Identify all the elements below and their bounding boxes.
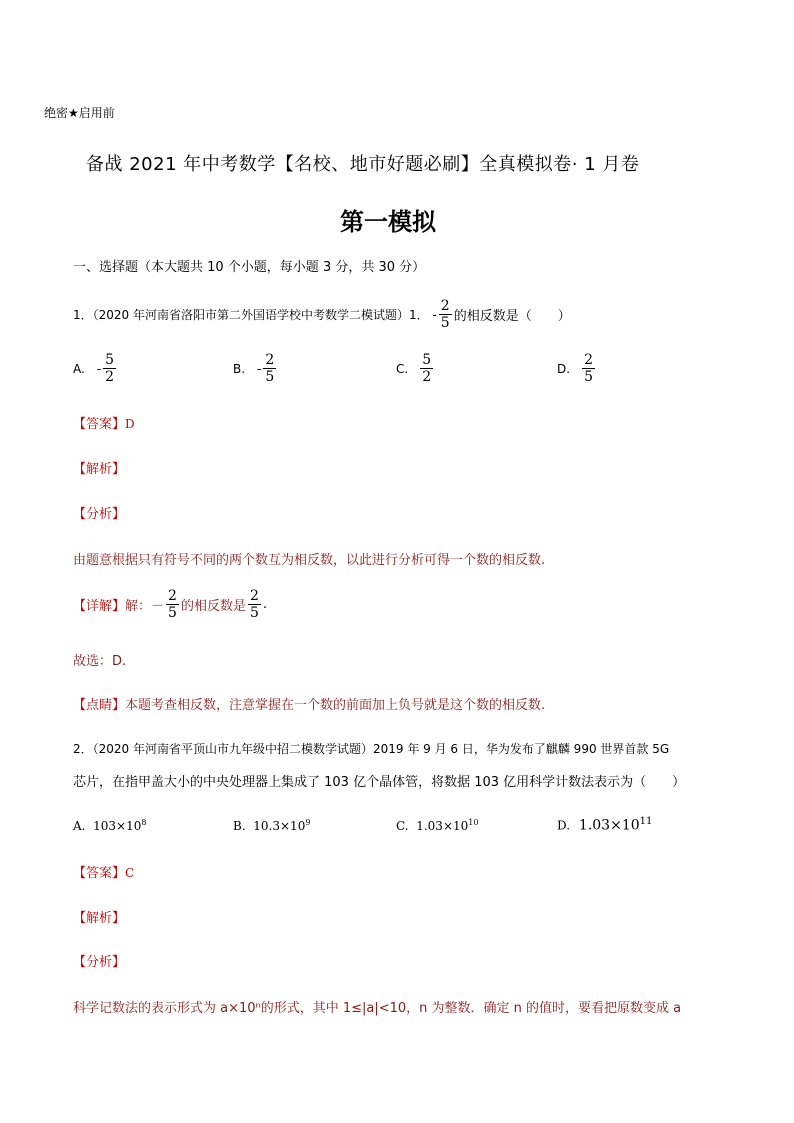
detail-end: . xyxy=(262,597,268,612)
question-2-option-a xyxy=(73,818,146,833)
option-base: 1.03×10 xyxy=(416,819,469,833)
detail-tag: 【详解】 xyxy=(73,599,126,614)
document-subtitle: 第一模拟 xyxy=(340,208,436,236)
detail-numerator-1: 2 xyxy=(168,588,177,604)
question-1-fenxi-text: 由题意根据只有符号不同的两个数互为相反数，以此进行分析可得一个数的相反数. xyxy=(73,553,546,568)
option-numerator: 5 xyxy=(422,352,432,368)
option-numerator: 5 xyxy=(105,352,115,368)
question-2-analysis-tag: 【解析】 xyxy=(73,911,126,926)
fraction-numerator: 2 xyxy=(440,298,450,314)
question-2-answer xyxy=(73,862,134,881)
question-1-suffix: 的相反数是（ ） xyxy=(453,309,571,324)
secret-label: 绝密★启用前 xyxy=(44,106,115,120)
detail-numerator-2: 2 xyxy=(249,588,259,604)
option-exponent: 8 xyxy=(141,818,147,827)
option-label: C. xyxy=(396,361,409,376)
question-1-fraction xyxy=(439,298,452,331)
review-tag: 【点睛】 xyxy=(73,698,126,713)
option-base: 1.03×10 xyxy=(578,817,640,834)
review-text: 本题考查相反数，注意掌握在一个数的前面加上负号就是这个数的相反数. xyxy=(125,698,546,713)
option-label: D. xyxy=(557,818,571,833)
option-sign: - xyxy=(96,361,102,376)
option-numerator: 2 xyxy=(265,352,275,368)
question-1-detail xyxy=(73,588,267,621)
option-exponent: 11 xyxy=(639,816,653,827)
question-1-prefix: 1．（2020 年河南省洛阳市第二外国语学校中考数学二模试题）1． - xyxy=(73,308,437,322)
question-1-option-a xyxy=(73,352,118,385)
fraction-denominator: 5 xyxy=(440,315,450,331)
question-2-line-1: 2．（2020 年河南省平顶山市九年级中招二模数学试题）2019 年 9 月 6 日，华为发布了麒麟 990 世界首款 5G xyxy=(73,742,670,756)
answer-tag: 【答案】 xyxy=(73,417,126,432)
question-2-option-d xyxy=(557,816,652,834)
question-2-option-c xyxy=(396,818,478,833)
question-1-option-c xyxy=(396,352,435,385)
option-label: D. xyxy=(557,361,571,376)
option-label: C. xyxy=(396,819,409,833)
question-2-line-2: 芯片，在指甲盖大小的中央处理器上集成了 103 亿个晶体管，将数据 103 亿用科学计数法表示为（ ） xyxy=(73,775,686,790)
option-label: B. xyxy=(233,361,246,376)
question-1-choice: 故选：D. xyxy=(73,654,127,669)
option-numerator: 2 xyxy=(584,352,593,368)
option-base: 10.3×10 xyxy=(253,819,306,833)
question-1 xyxy=(73,298,571,331)
option-base: 103×10 xyxy=(93,819,142,833)
answer-tag: 【答案】 xyxy=(73,866,126,881)
question-2-fenxi-text: 科学记数法的表示形式为 a×10ⁿ的形式，其中 1≤|a|<10，n 为整数．确定 n 的值时，要看把原数变成 a xyxy=(73,1001,682,1016)
question-1-fenxi-tag: 【分析】 xyxy=(73,507,126,522)
option-denominator: 5 xyxy=(265,369,275,385)
question-2-option-b xyxy=(233,818,310,833)
option-denominator: 2 xyxy=(422,369,432,385)
option-denominator: 5 xyxy=(584,369,593,385)
detail-mid: 的相反数是 xyxy=(180,599,246,614)
detail-denominator-2: 5 xyxy=(249,605,259,621)
question-1-review xyxy=(73,694,545,713)
question-1-option-b xyxy=(233,352,278,385)
option-label: A. xyxy=(73,819,86,833)
detail-denominator-1: 5 xyxy=(168,605,177,621)
question-1-analysis-tag: 【解析】 xyxy=(73,462,126,477)
option-sign: - xyxy=(257,361,262,376)
question-2-fenxi-tag: 【分析】 xyxy=(73,955,126,970)
question-1-answer xyxy=(73,413,135,432)
answer-value: C xyxy=(125,866,135,880)
section-heading: 一、选择题（本大题共 10 个小题，每小题 3 分，共 30 分） xyxy=(73,260,426,275)
detail-prefix: 解：－ xyxy=(125,599,165,614)
answer-value: D xyxy=(125,417,135,431)
option-exponent: 10 xyxy=(468,818,479,827)
document-title: 备战 2021 年中考数学【名校、地市好题必刷】全真模拟卷· 1 月卷 xyxy=(86,154,640,175)
option-label: B. xyxy=(233,819,246,833)
option-denominator: 2 xyxy=(105,369,115,385)
option-label: A. xyxy=(73,361,85,376)
option-exponent: 9 xyxy=(305,818,311,827)
question-1-option-d xyxy=(557,352,597,385)
